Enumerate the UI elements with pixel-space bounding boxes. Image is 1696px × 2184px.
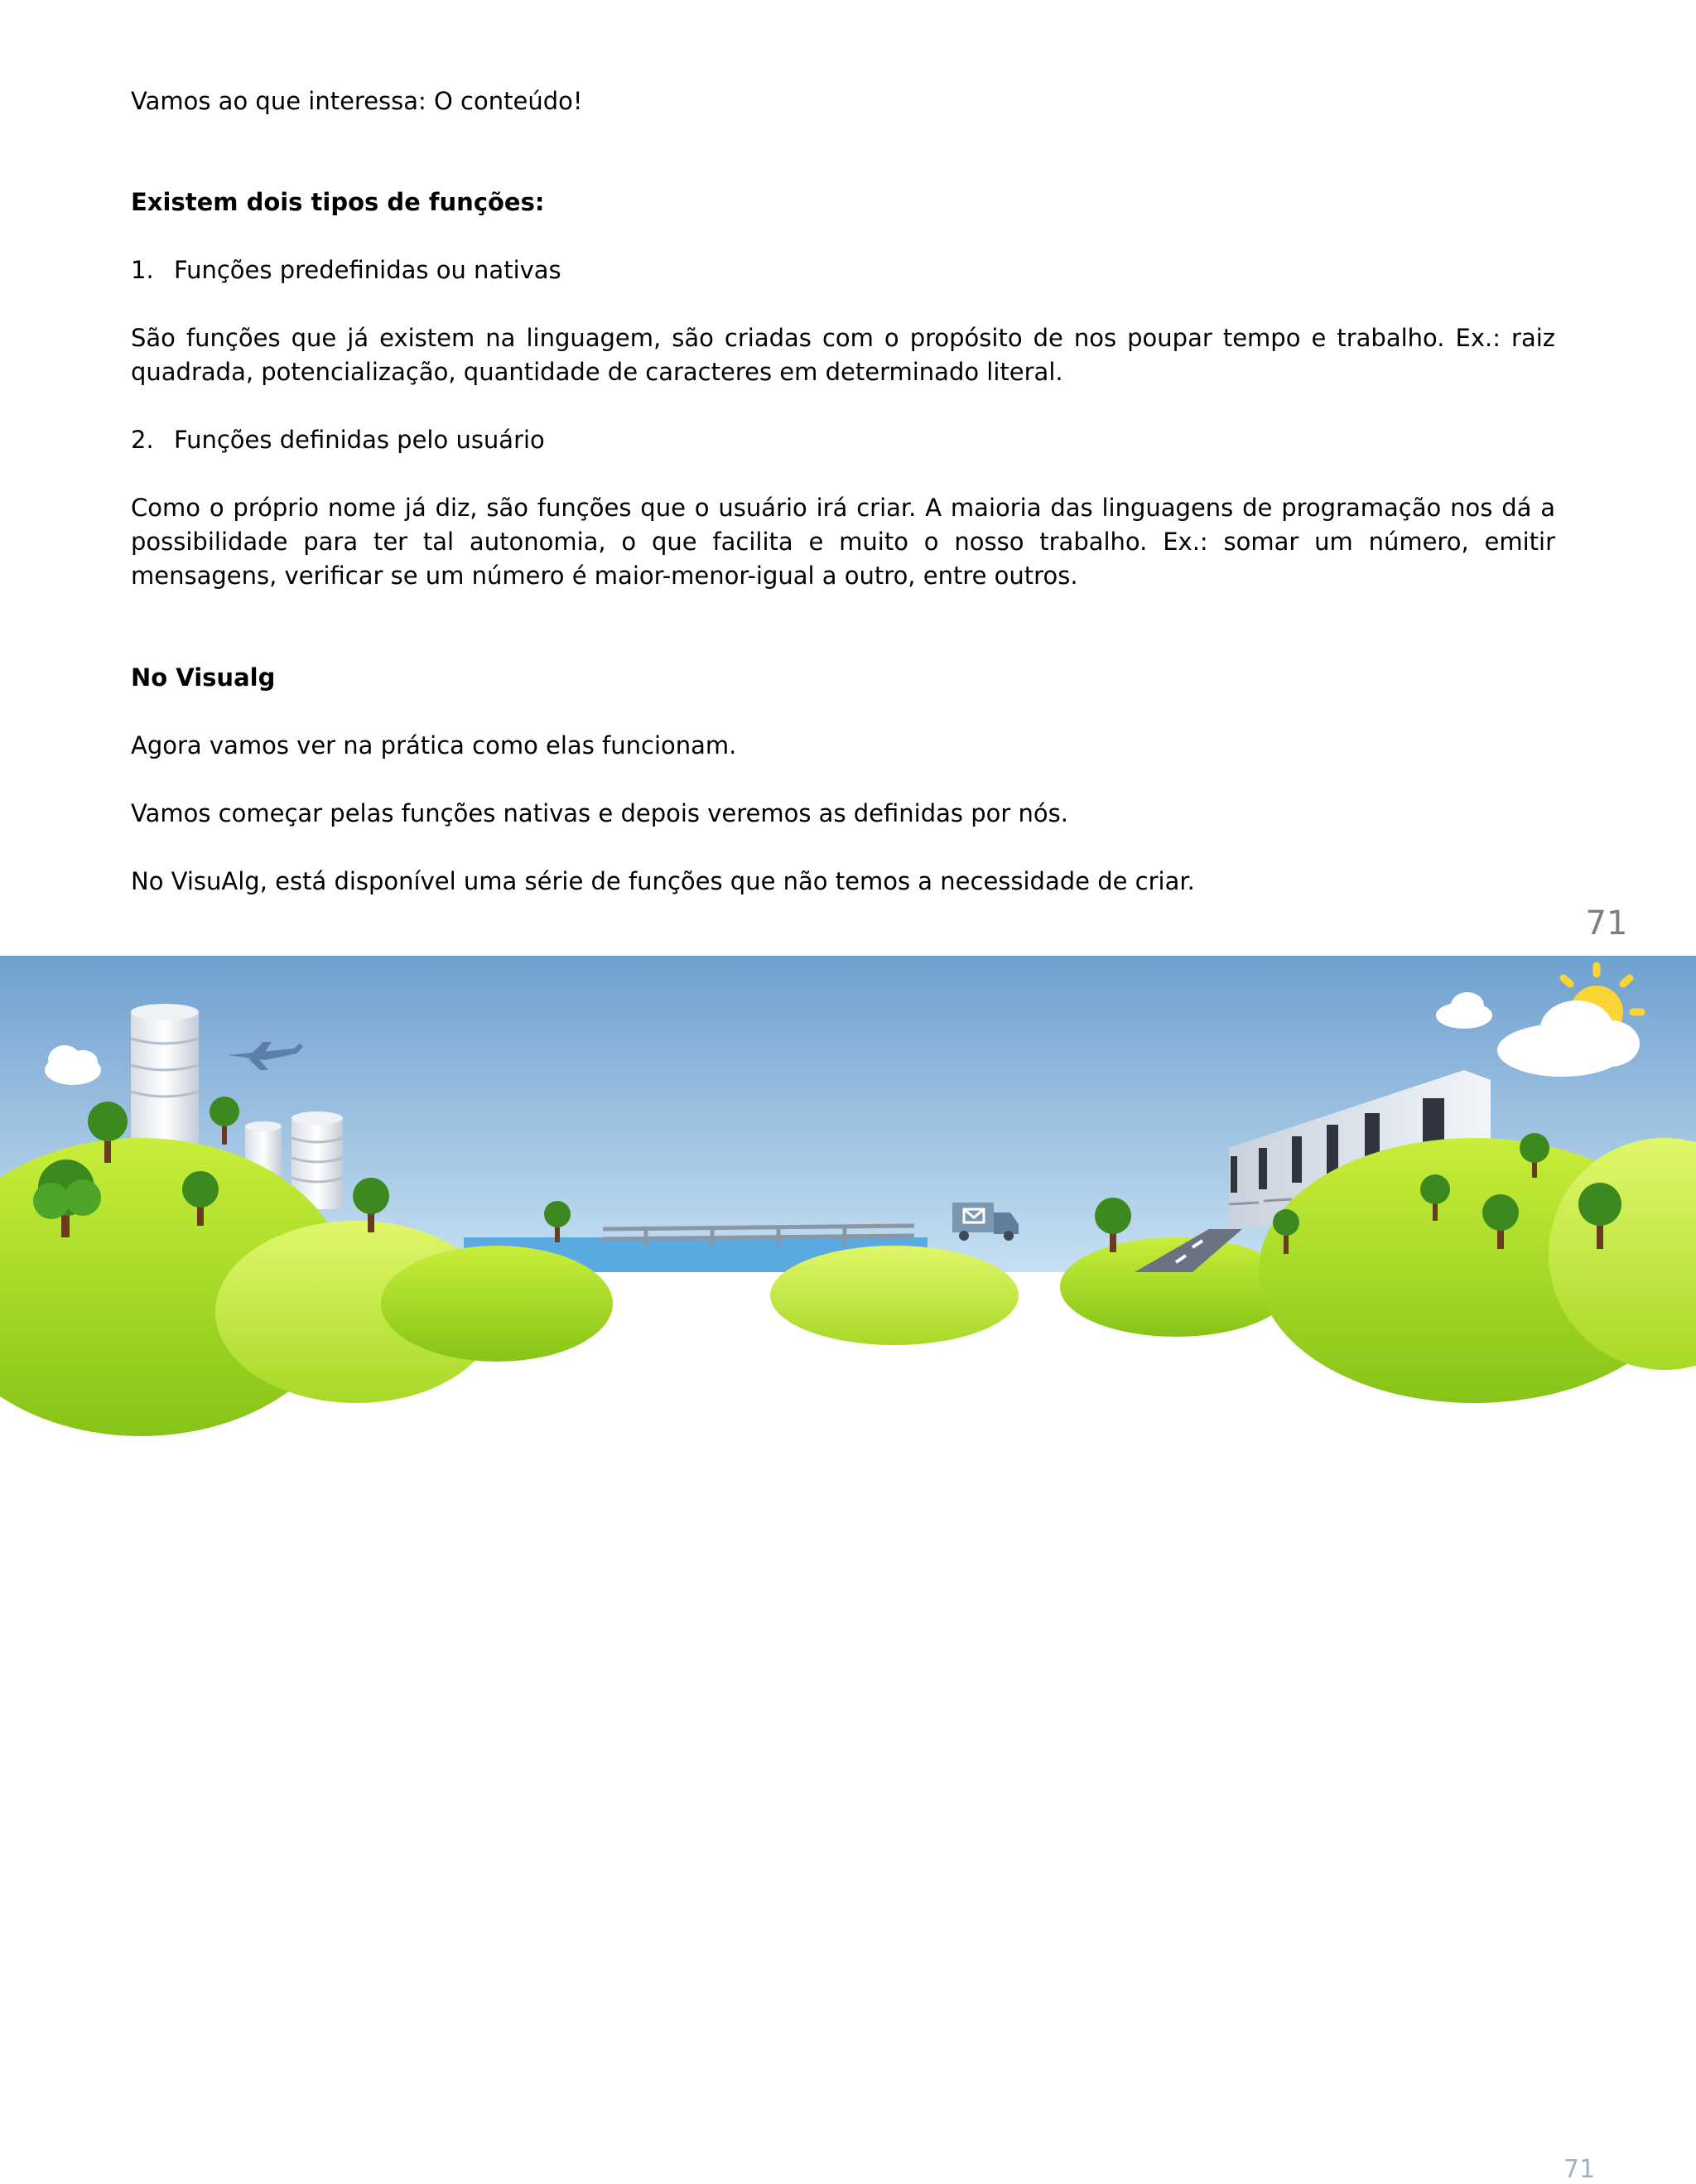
paragraph-user-functions: Como o próprio nome já diz, são funções que o usuário irá criar. A maioria das linguagens de programação nos dá a possibilidade para ter tal autonomia, o que facilita e muito o nosso trabalho. Ex.: somar um número, emitir mensagens, verificar se um número é maior-menor-igual a outro, entre outros.	[131, 494, 1555, 590]
list-item-number: 1.	[131, 256, 154, 284]
intro-text: Vamos ao que interessa: O conteúdo!	[131, 87, 583, 115]
list-item-number: 2.	[131, 426, 154, 454]
list-item-label: Funções definidas pelo usuário	[174, 426, 545, 454]
visualg-line-2: Vamos começar pelas funções nativas e depois veremos as definidas por nós.	[131, 799, 1068, 827]
list-item-label: Funções predefinidas ou nativas	[174, 256, 561, 284]
visualg-line-3: No VisuAlg, está disponível uma série de funções que não temos a necessidade de criar.	[131, 867, 1195, 895]
section-title-function-types: Existem dois tipos de funções:	[131, 188, 545, 216]
footer-page-number: 71	[1564, 2155, 1596, 2184]
paragraph-native-functions: São funções que já existem na linguagem, são criadas com o propósito de nos poupar tempo e trabalho. Ex.: raiz quadrada, potencialização, quantidade de caracteres em determinado literal.	[131, 324, 1555, 386]
list-item-2	[131, 423, 545, 457]
database-icon	[131, 1004, 199, 1145]
footer-illustration	[0, 956, 1696, 2184]
list-item-1	[131, 253, 561, 287]
visualg-line-1: Agora vamos ver na prática como elas funcionam.	[131, 731, 737, 759]
section-title-visualg: No Visualg	[131, 663, 276, 692]
page-number: 71	[1585, 904, 1628, 943]
